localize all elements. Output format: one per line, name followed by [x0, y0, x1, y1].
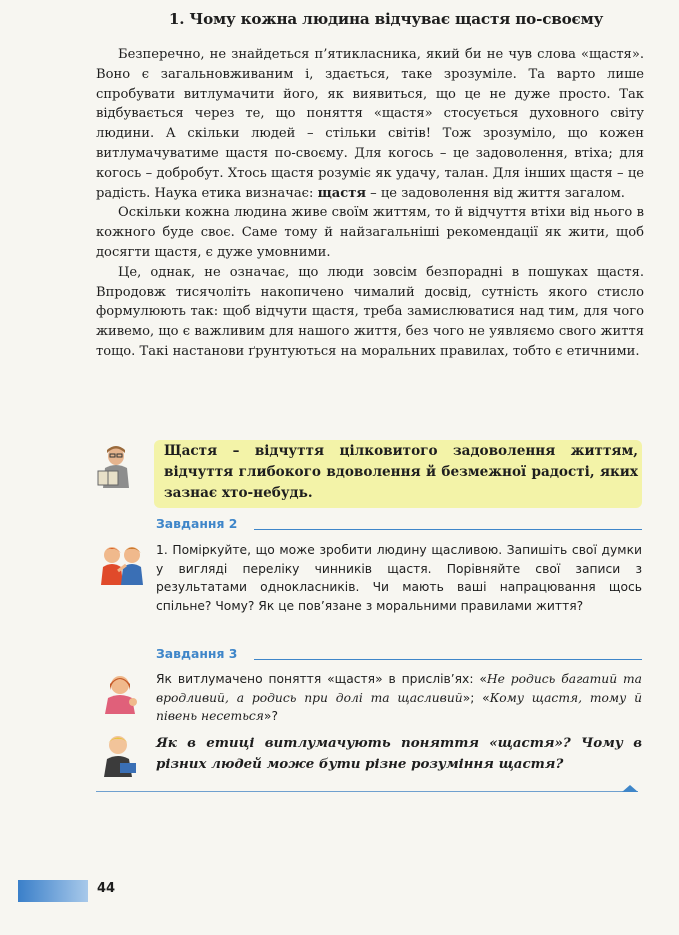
task2-text: 1. Поміркуйте, що може зробити людину щасливою. Запишіть свої думки у вигляді переліку чинників щастя. Порівняйте свої записи з результатами однокласників. Чи мають ваші напрацювання щось спільне? Чому? Як це пов’язане з моральними правилами життя? — [156, 543, 642, 613]
boy-with-book-icon — [98, 733, 142, 777]
term-bold: щастя — [317, 185, 366, 201]
task3-proverbs: Як витлумачено поняття «щастя» в прислів’ях: «Не родись багатий та вродливий, а родись при долі та щасливий»; «Кому щастя, тому й півень несеться»? — [156, 672, 643, 724]
proverb-1: Не родись багатий та вродливий, а родись при долі та щасливий — [156, 672, 643, 705]
task3-heading — [156, 646, 642, 664]
page-number-bar — [18, 880, 88, 902]
proverb-2: Кому щастя, тому й півень несеться — [156, 690, 643, 724]
task2-divider — [254, 529, 642, 530]
task3-question: Як в етиці витлумачують поняття «щастя»? Чому в різних людей може бути різне розуміння щастя? — [156, 735, 642, 772]
triangle-marker-icon — [622, 785, 638, 792]
task3-divider — [254, 659, 642, 660]
reading-teacher-icon — [96, 444, 132, 488]
paragraph-1: Безперечно, не знайдеться п’ятикласника, який би не чув слова «щастя». Воно є загальновживаним і, здається, таке зрозуміле. Та варто лише спробувати витлумачити його, як виявиться, що це не дуже просто. Так відбувається через те, що поняття «щастя» стосується духовного світу людини. А скільки людей – стільки світів! Тож зрозуміло, що кожен витлумачуватиме щастя по-своєму. Для когось – це задоволення, втіха; для когось – добробут. Хтось щастя розуміє як удачу, талан. Для інших щастя – це радість. Наука етика визначає: щастя – це задоволення від життя загалом. — [96, 47, 644, 201]
page-number: 44 — [97, 881, 116, 896]
paragraph-3: Це, однак, не означає, що люди зовсім безпорадні в пошуках щастя. Впродовж тисячоліть накопичено чималий досвід, сутність якого стисло формулюють так: щоб відчути щастя, треба замислюватися над тим, для чого живемо, що є важливим для нашого життя, без чого не уявляємо свого життя тощо. Такі настанови ґрунтуються на моральних правилах, тобто є етичними. — [96, 264, 644, 359]
task2-heading — [156, 516, 642, 534]
definition-text: Щастя – відчуття цілковитого задоволення життям, відчуття глибокого вдоволення й безмежної радості, яких зазнає хто-небудь. — [164, 443, 638, 501]
section-title: 1. Чому кожна людина відчуває щастя по-своєму — [168, 10, 604, 28]
thinking-girl-icon — [100, 672, 142, 714]
paragraph-2: Оскільки кожна людина живе своїм життям, то й відчуття втіхи від нього в кожного буде своє. Саме тому й найзагальніші рекомендації як жити, щоб досягти щастя, є дуже умовними. — [96, 205, 644, 260]
task3-label: Завдання 3 — [156, 646, 238, 661]
task2-label: Завдання 2 — [156, 516, 238, 531]
two-children-icon — [96, 543, 148, 585]
section-end-line — [96, 791, 638, 792]
main-text — [96, 45, 644, 362]
